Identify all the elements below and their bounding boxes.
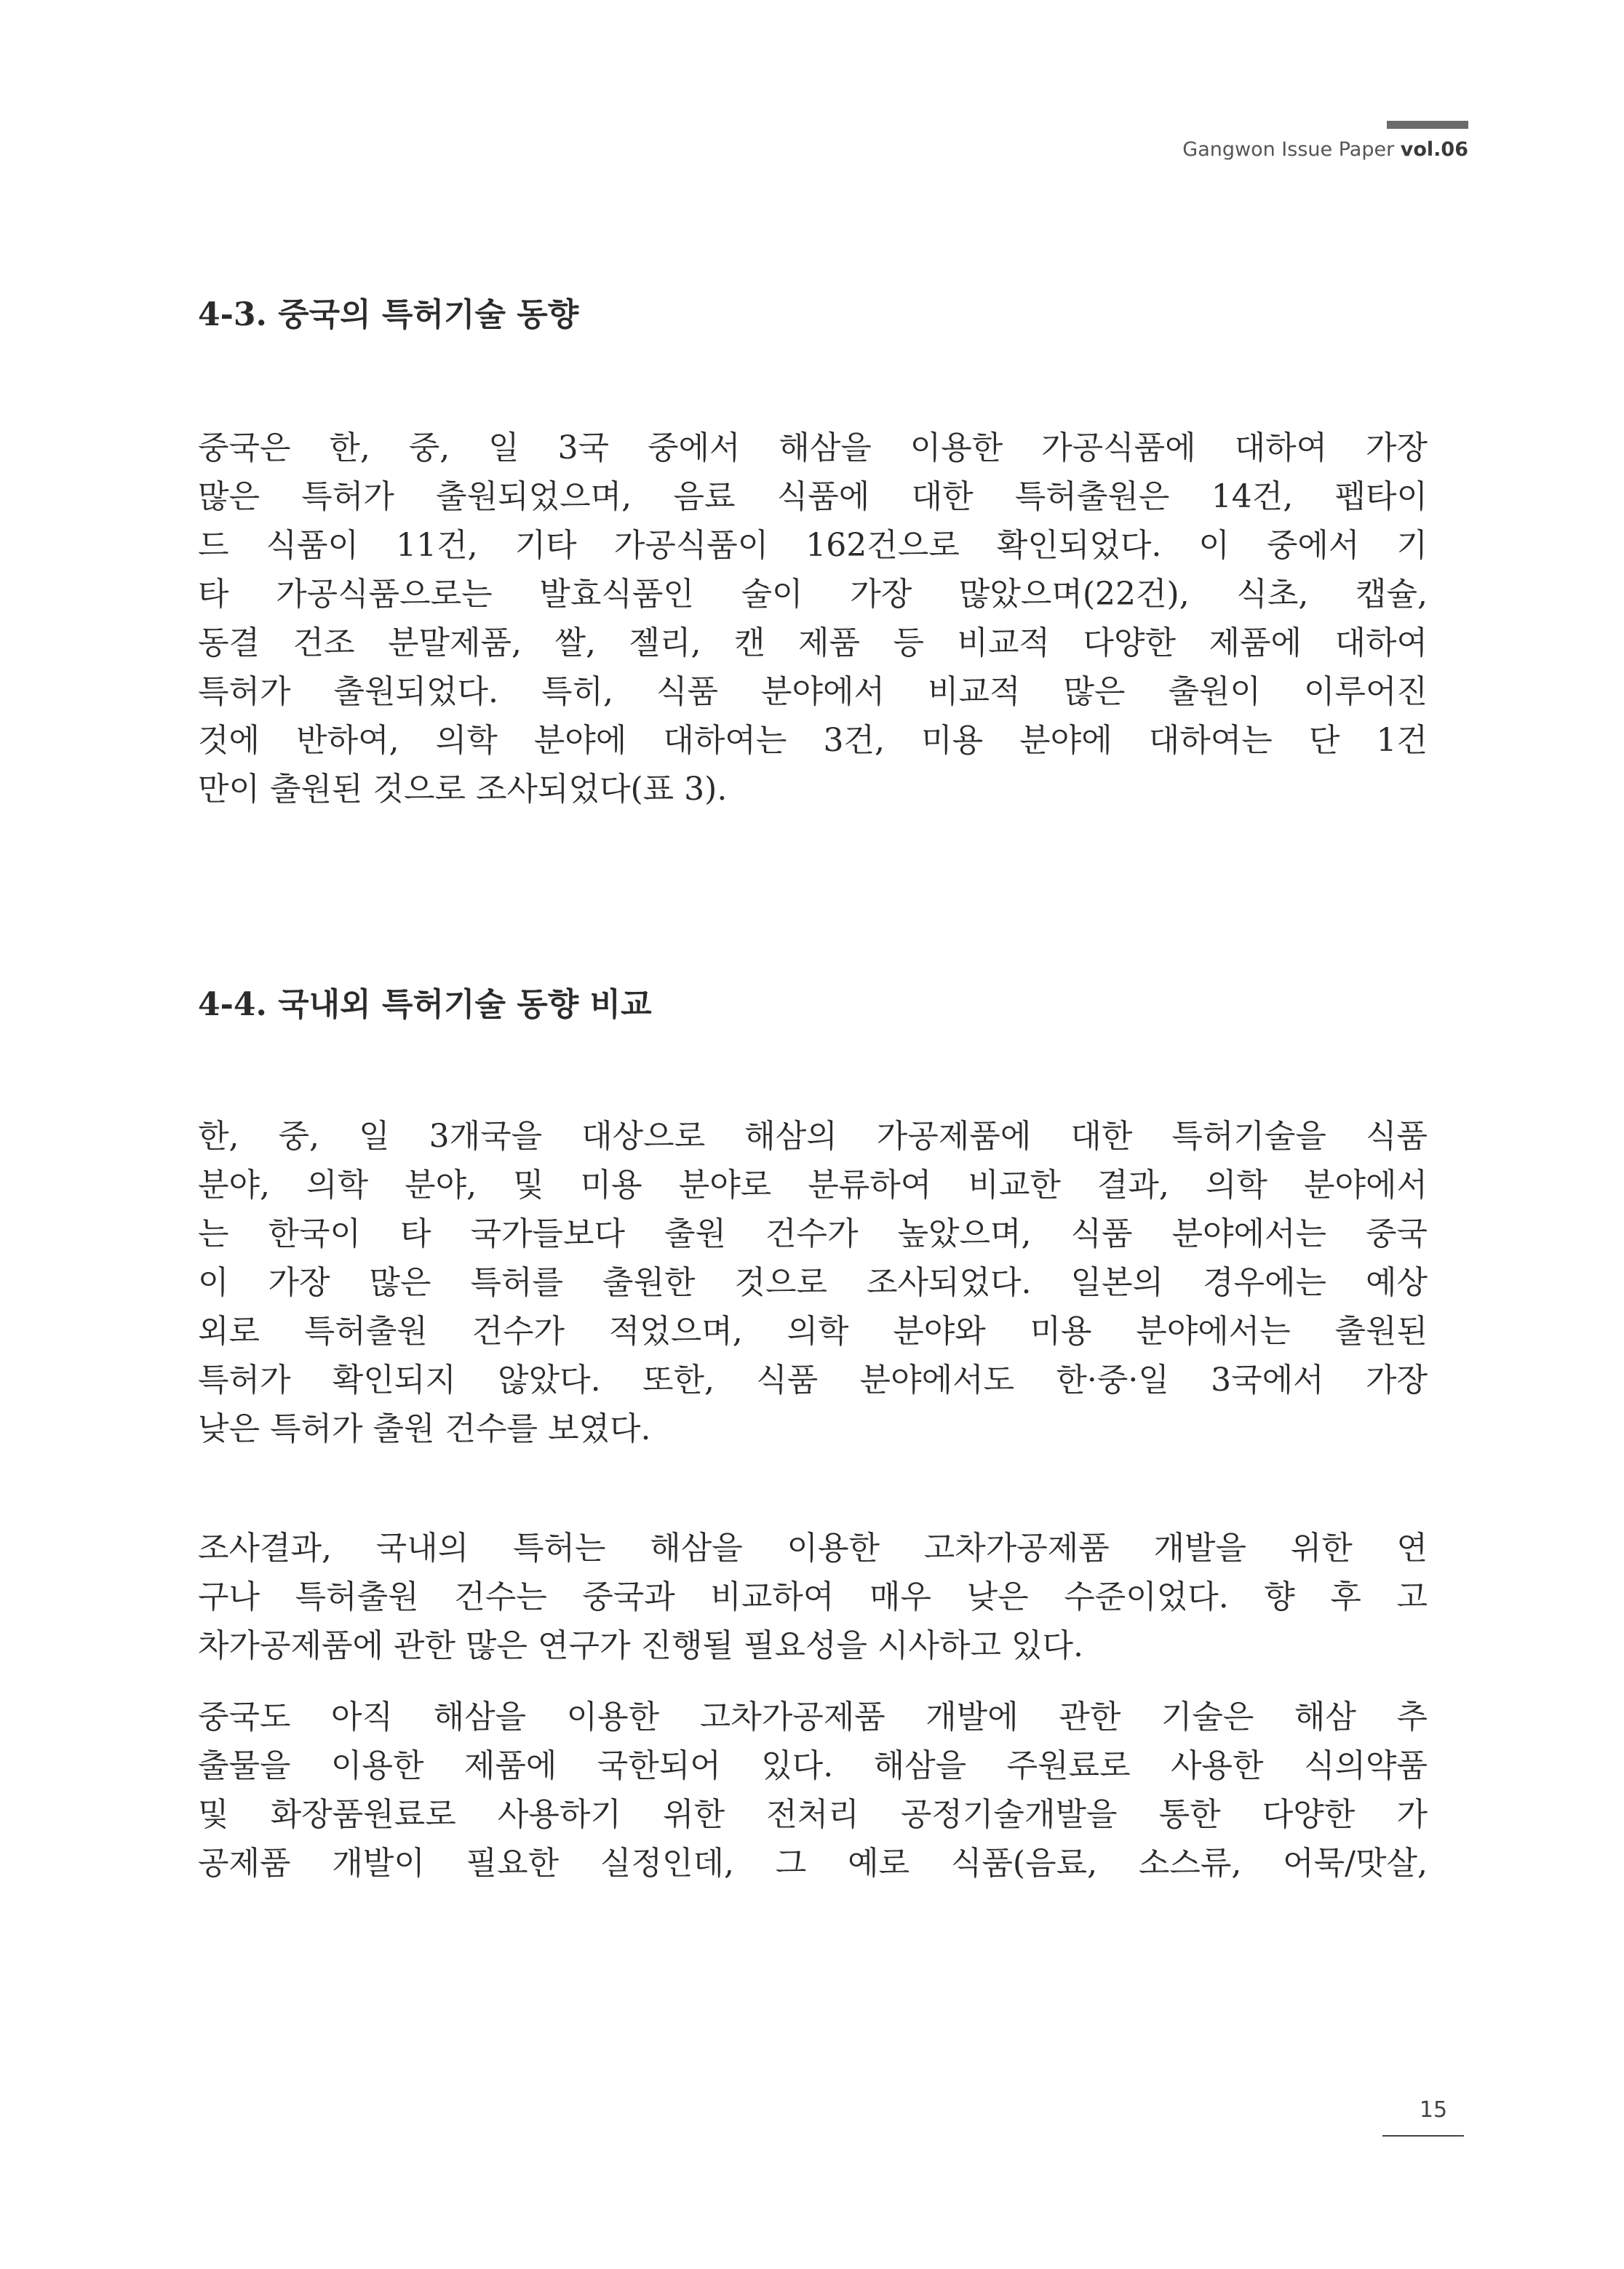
running-header (1182, 138, 1468, 161)
text-line: 이 가장 많은 특허를 출원한 것으로 조사되었다. 일본의 경우에는 예상 (198, 1264, 1428, 1301)
text-line: 드 식품이 11건, 기타 가공식품이 162건으로 확인되었다. 이 중에서 기 (198, 527, 1428, 564)
text-line: 출물을 이용한 제품에 국한되어 있다. 해삼을 주원료로 사용한 식의약품 (198, 1747, 1428, 1784)
text-line: 만이 출원된 것으로 조사되었다(표 3). (198, 771, 728, 808)
text-line: 공제품 개발이 필요한 실정인데, 그 예로 식품(음료, 소스류, 어묵/맛살, (198, 1845, 1428, 1882)
paragraph-4-4-3 (198, 1693, 1428, 1888)
text-line: 많은 특허가 출원되었으며, 음료 식품에 대한 특허출원은 14건, 펩타이 (198, 478, 1428, 515)
paragraph-4-4-1 (198, 1112, 1428, 1453)
header-accent-bar (1387, 121, 1468, 129)
paragraph-4-3-1 (198, 424, 1428, 814)
page-number: 15 (1419, 2097, 1448, 2123)
text-line: 중국은 한, 중, 일 3국 중에서 해삼을 이용한 가공식품에 대하여 가장 (198, 429, 1428, 466)
text-line: 특허가 출원되었다. 특히, 식품 분야에서 비교적 많은 출원이 이루어진 (198, 673, 1428, 710)
text-line: 낮은 특허가 출원 건수를 보였다. (198, 1410, 651, 1447)
text-line: 것에 반하여, 의학 분야에 대하여는 3건, 미용 분야에 대하여는 단 1건 (198, 722, 1428, 759)
text-line: 외로 특허출원 건수가 적었으며, 의학 분야와 미용 분야에서는 출원된 (198, 1313, 1428, 1350)
text-line: 동결 건조 분말제품, 쌀, 젤리, 캔 제품 등 비교적 다양한 제품에 대하여 (198, 624, 1428, 661)
publication-title: Gangwon Issue Paper (1182, 138, 1401, 161)
section-heading-4-3: 4-3. 중국의 특허기술 동향 (198, 296, 579, 333)
text-line: 구나 특허출원 건수는 중국과 비교하여 매우 낮은 수준이었다. 향 후 고 (198, 1578, 1428, 1616)
paragraph-4-4-2 (198, 1524, 1428, 1670)
text-line: 타 가공식품으로는 발효식품인 술이 가장 많았으며(22건), 식초, 캡슐, (198, 576, 1428, 613)
text-line: 및 화장품원료로 사용하기 위한 전처리 공정기술개발을 통한 다양한 가 (198, 1796, 1428, 1833)
text-line: 중국도 아직 해삼을 이용한 고차가공제품 개발에 관한 기술은 해삼 추 (198, 1698, 1428, 1736)
text-line: 차가공제품에 관한 많은 연구가 진행될 필요성을 시사하고 있다. (198, 1627, 1083, 1664)
page-number-underline (1382, 2135, 1464, 2137)
text-line: 분야, 의학 분야, 및 미용 분야로 분류하여 비교한 결과, 의학 분야에서 (198, 1167, 1428, 1204)
text-line: 한, 중, 일 3개국을 대상으로 해삼의 가공제품에 대한 특허기술을 식품 (198, 1118, 1428, 1155)
text-line: 특허가 확인되지 않았다. 또한, 식품 분야에서도 한·중·일 3국에서 가장 (198, 1362, 1428, 1399)
volume-label: vol.06 (1400, 138, 1468, 161)
section-heading-4-4: 4-4. 국내외 특허기술 동향 비교 (198, 986, 652, 1023)
text-line: 조사결과, 국내의 특허는 해삼을 이용한 고차가공제품 개발을 위한 연 (198, 1530, 1428, 1567)
text-line: 는 한국이 타 국가들보다 출원 건수가 높았으며, 식품 분야에서는 중국 (198, 1215, 1428, 1252)
